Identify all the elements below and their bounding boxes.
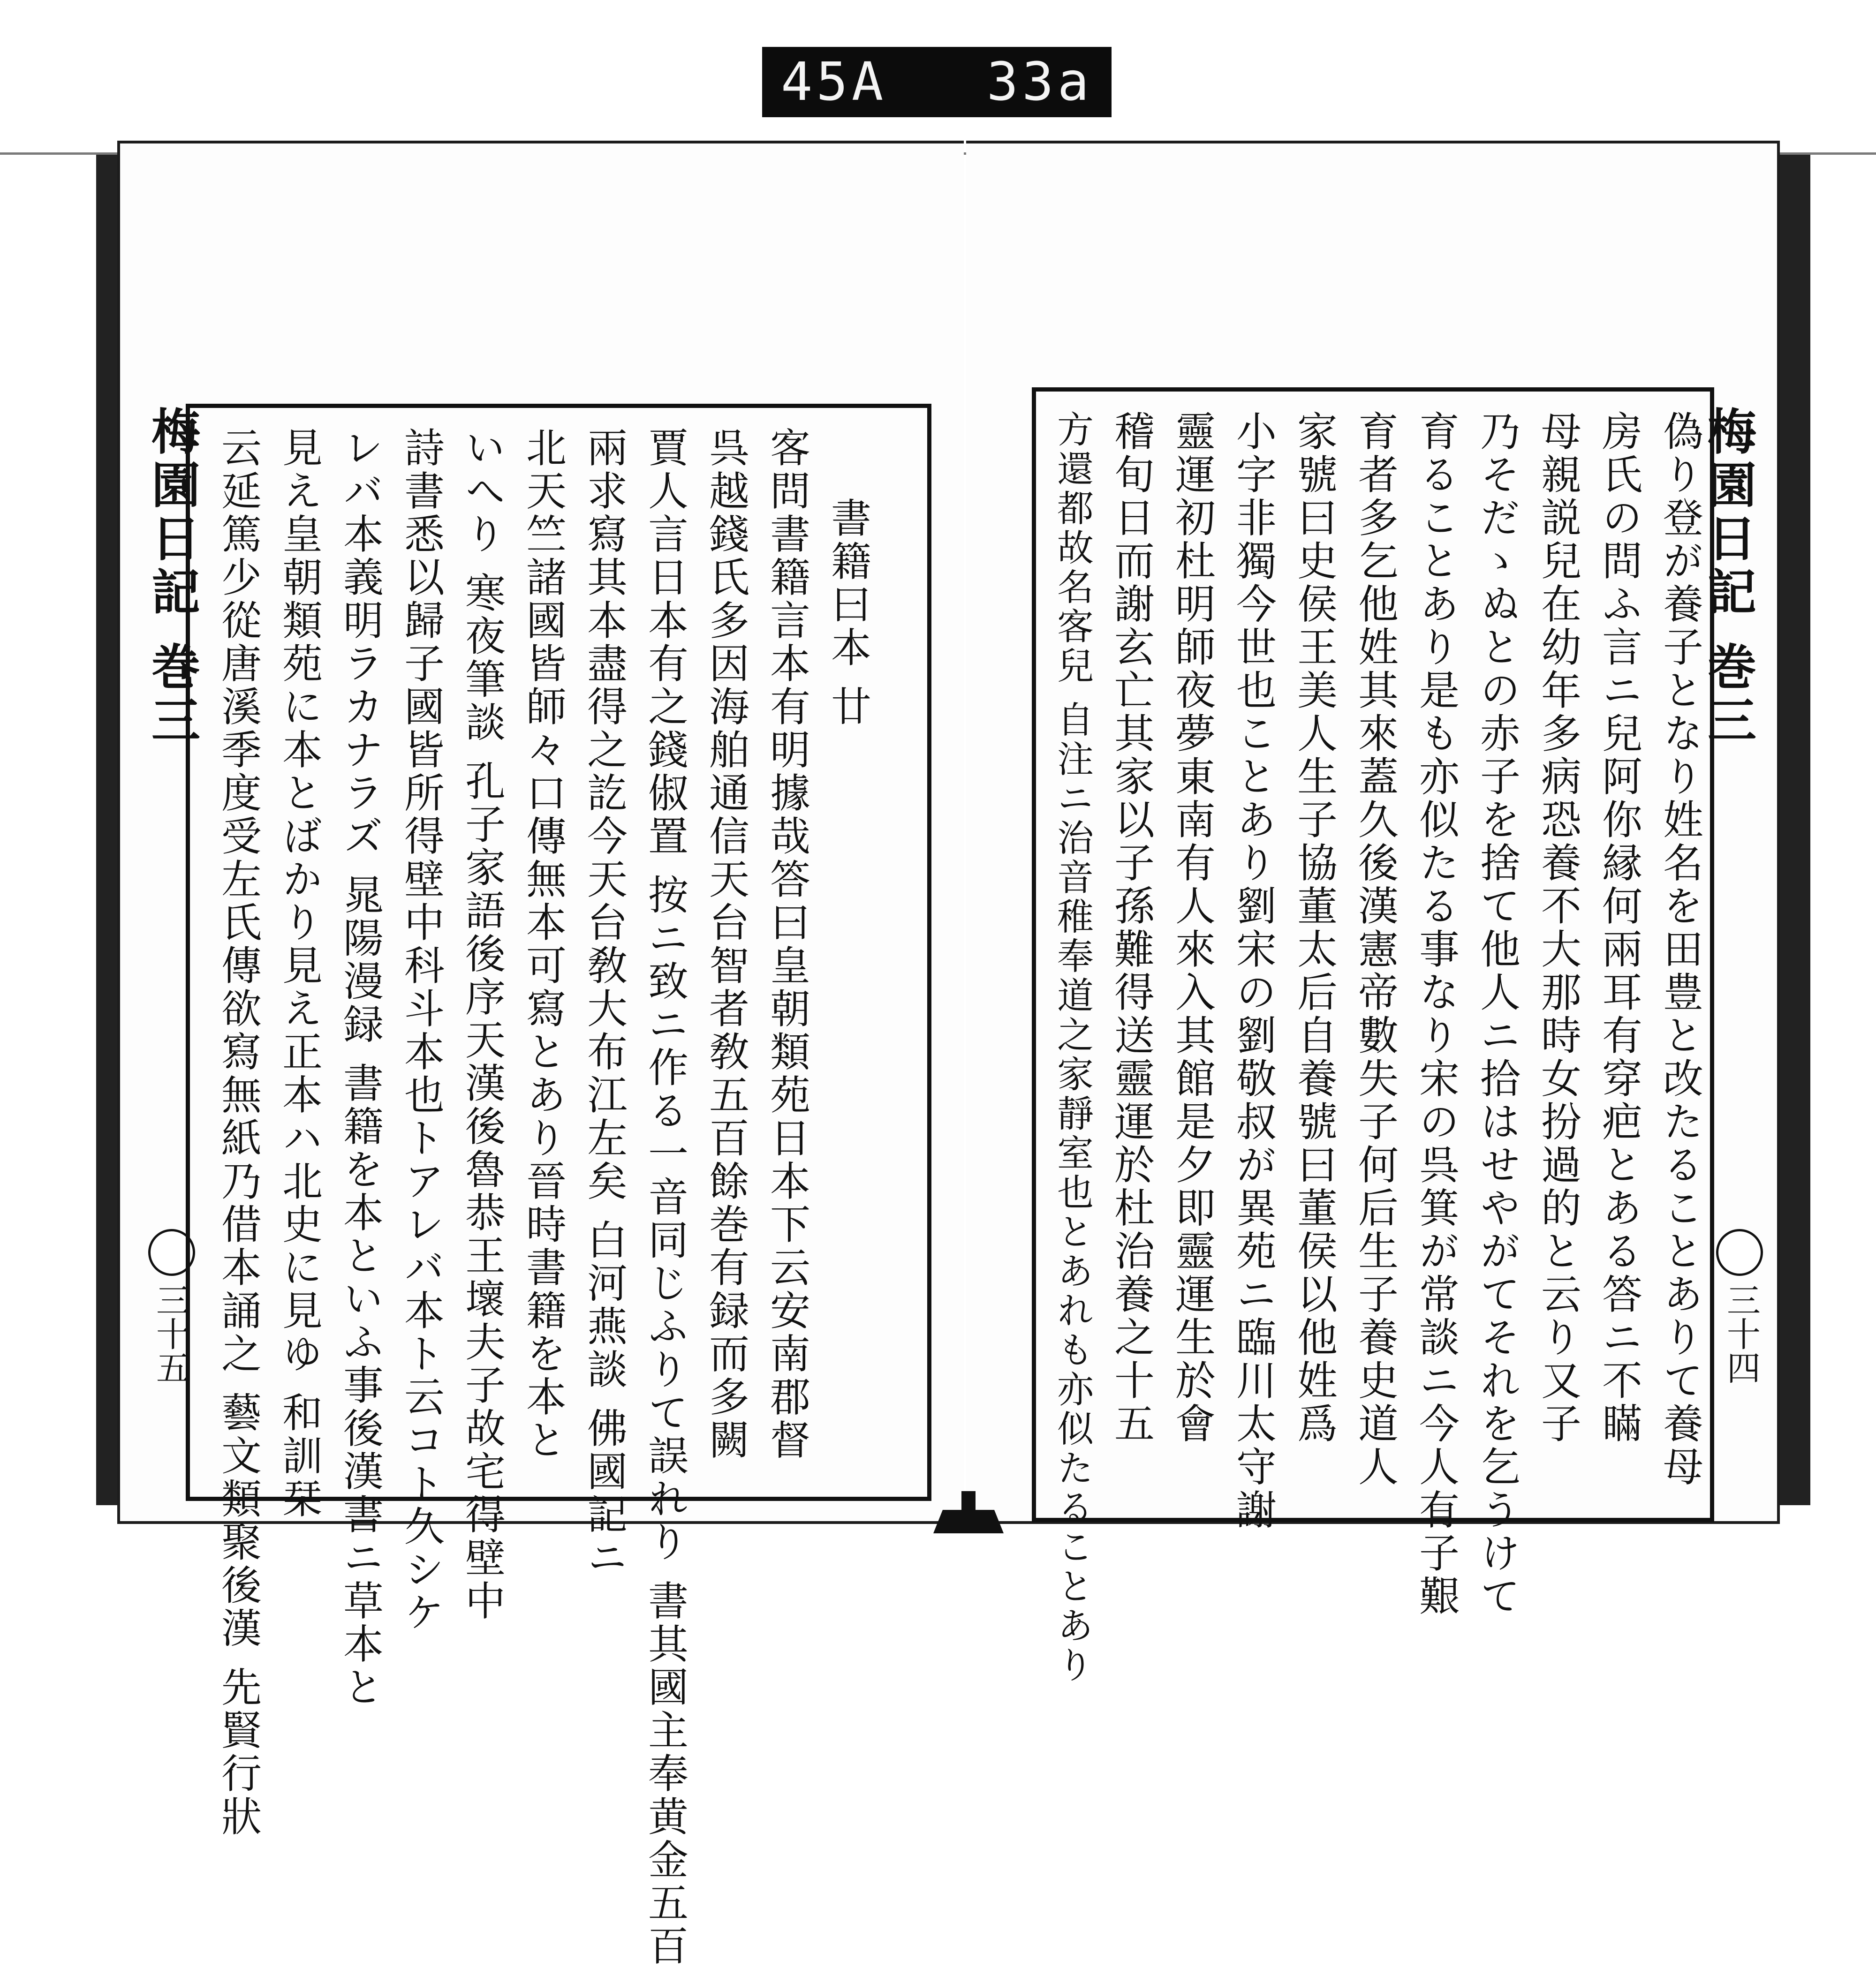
text-column: 北天竺諸國皆師々口傳無本可寫とあり晉時書籍を本と [519, 427, 566, 1462]
text-column: 小字非獨今世也ことあり劉宋の劉敬叔が異苑ニ臨川太守謝 [1229, 410, 1276, 1532]
frame-label-left: 45A [781, 52, 887, 113]
text-column: いへり 寒夜筆談 孔子家語後序天漢後魯恭王壞夫子故宅得壁中 [458, 427, 505, 1623]
text-column: 偽り登が養子となり姓名を田豊と改たることありて養母 [1656, 410, 1703, 1489]
text-column: 乃そだゝぬとの赤子を捨て他人ニ拾はせやがてそれを乞うけて [1473, 410, 1520, 1618]
text-column: 呉越錢氏多因海舶通信天台智者敎五百餘巻有録而多闕 [702, 427, 749, 1462]
text-column: 客問書籍言本有明據哉答曰皇朝類苑日本下云安南郡督 [763, 427, 810, 1462]
text-column: 育者多乞他姓其來蓋久後漢憲帝數失子何后生子養史道人 [1351, 410, 1398, 1489]
right-folio: 三十四 [1721, 1283, 1761, 1384]
text-column: 見え皇朝類苑に本とばかり見え正本ハ北史に見ゆ 和訓栞 [275, 427, 322, 1521]
text-column: 兩求寫其本盡得之訖今天台敎大布江左矣 白河燕談 佛國記ニ [580, 427, 627, 1580]
text-column: 云延篤少從唐溪季度受左氏傳欲寫無紙乃借本誦之 藝文類聚後漢 先賢行狀 [214, 427, 261, 1839]
right-page-circle [1716, 1229, 1763, 1276]
text-column: 育ることあり是も亦似たる事なり宋の呉箕が常談ニ今人有子艱 [1412, 410, 1459, 1618]
left-running-head: 梅園日記 巻三 [143, 406, 201, 749]
binding-clip-icon [933, 1491, 1004, 1533]
text-column: 書籍曰本 廿 [824, 497, 871, 729]
left-page [117, 141, 964, 1968]
left-folio: 三十五 [151, 1283, 190, 1384]
right-page [966, 141, 1780, 1685]
text-column: 方還都故名客兒 自注ニ治音稚奉道之家靜室也とあれも亦似たることあり [1051, 410, 1093, 1685]
right-text-block [1032, 387, 1714, 1685]
frame-label-right: 33a [986, 52, 1093, 113]
text-column: 詩書悉以歸子國皆所得壁中科斗本也トアレバ本ト云コト久シケ [397, 427, 444, 1635]
text-column: 靈運初杜明師夜夢東南有人來入其館是夕即靈運生於會 [1168, 410, 1215, 1446]
text-column: 房氏の問ふ言ニ兒阿你縁何兩耳有穿疤とある答ニ不瞞 [1595, 410, 1642, 1446]
text-column: 賈人言日本有之錢俶置 按ニ致ニ作る一音同じふりて誤れり 書其國主奉黄金五百 [641, 427, 688, 1968]
right-book-edge [1778, 155, 1810, 1505]
microfilm-frame-label [762, 47, 1112, 117]
text-column: 稽旬日而謝玄亡其家以子孫難得送靈運於杜治養之十五 [1107, 410, 1154, 1446]
text-column: レバ本義明ラカナラズ 晁陽漫録 書籍を本といふ事後漢書ニ草本と [336, 427, 383, 1709]
right-running-head: 梅園日記 巻三 [1699, 406, 1757, 749]
left-text-block [186, 404, 931, 1968]
text-column: 家號曰史侯王美人生子協董太后自養號曰董侯以他姓爲 [1290, 410, 1337, 1446]
text-column: 母親説兒在幼年多病恐養不大那時女扮過的と云り又子 [1534, 410, 1581, 1446]
